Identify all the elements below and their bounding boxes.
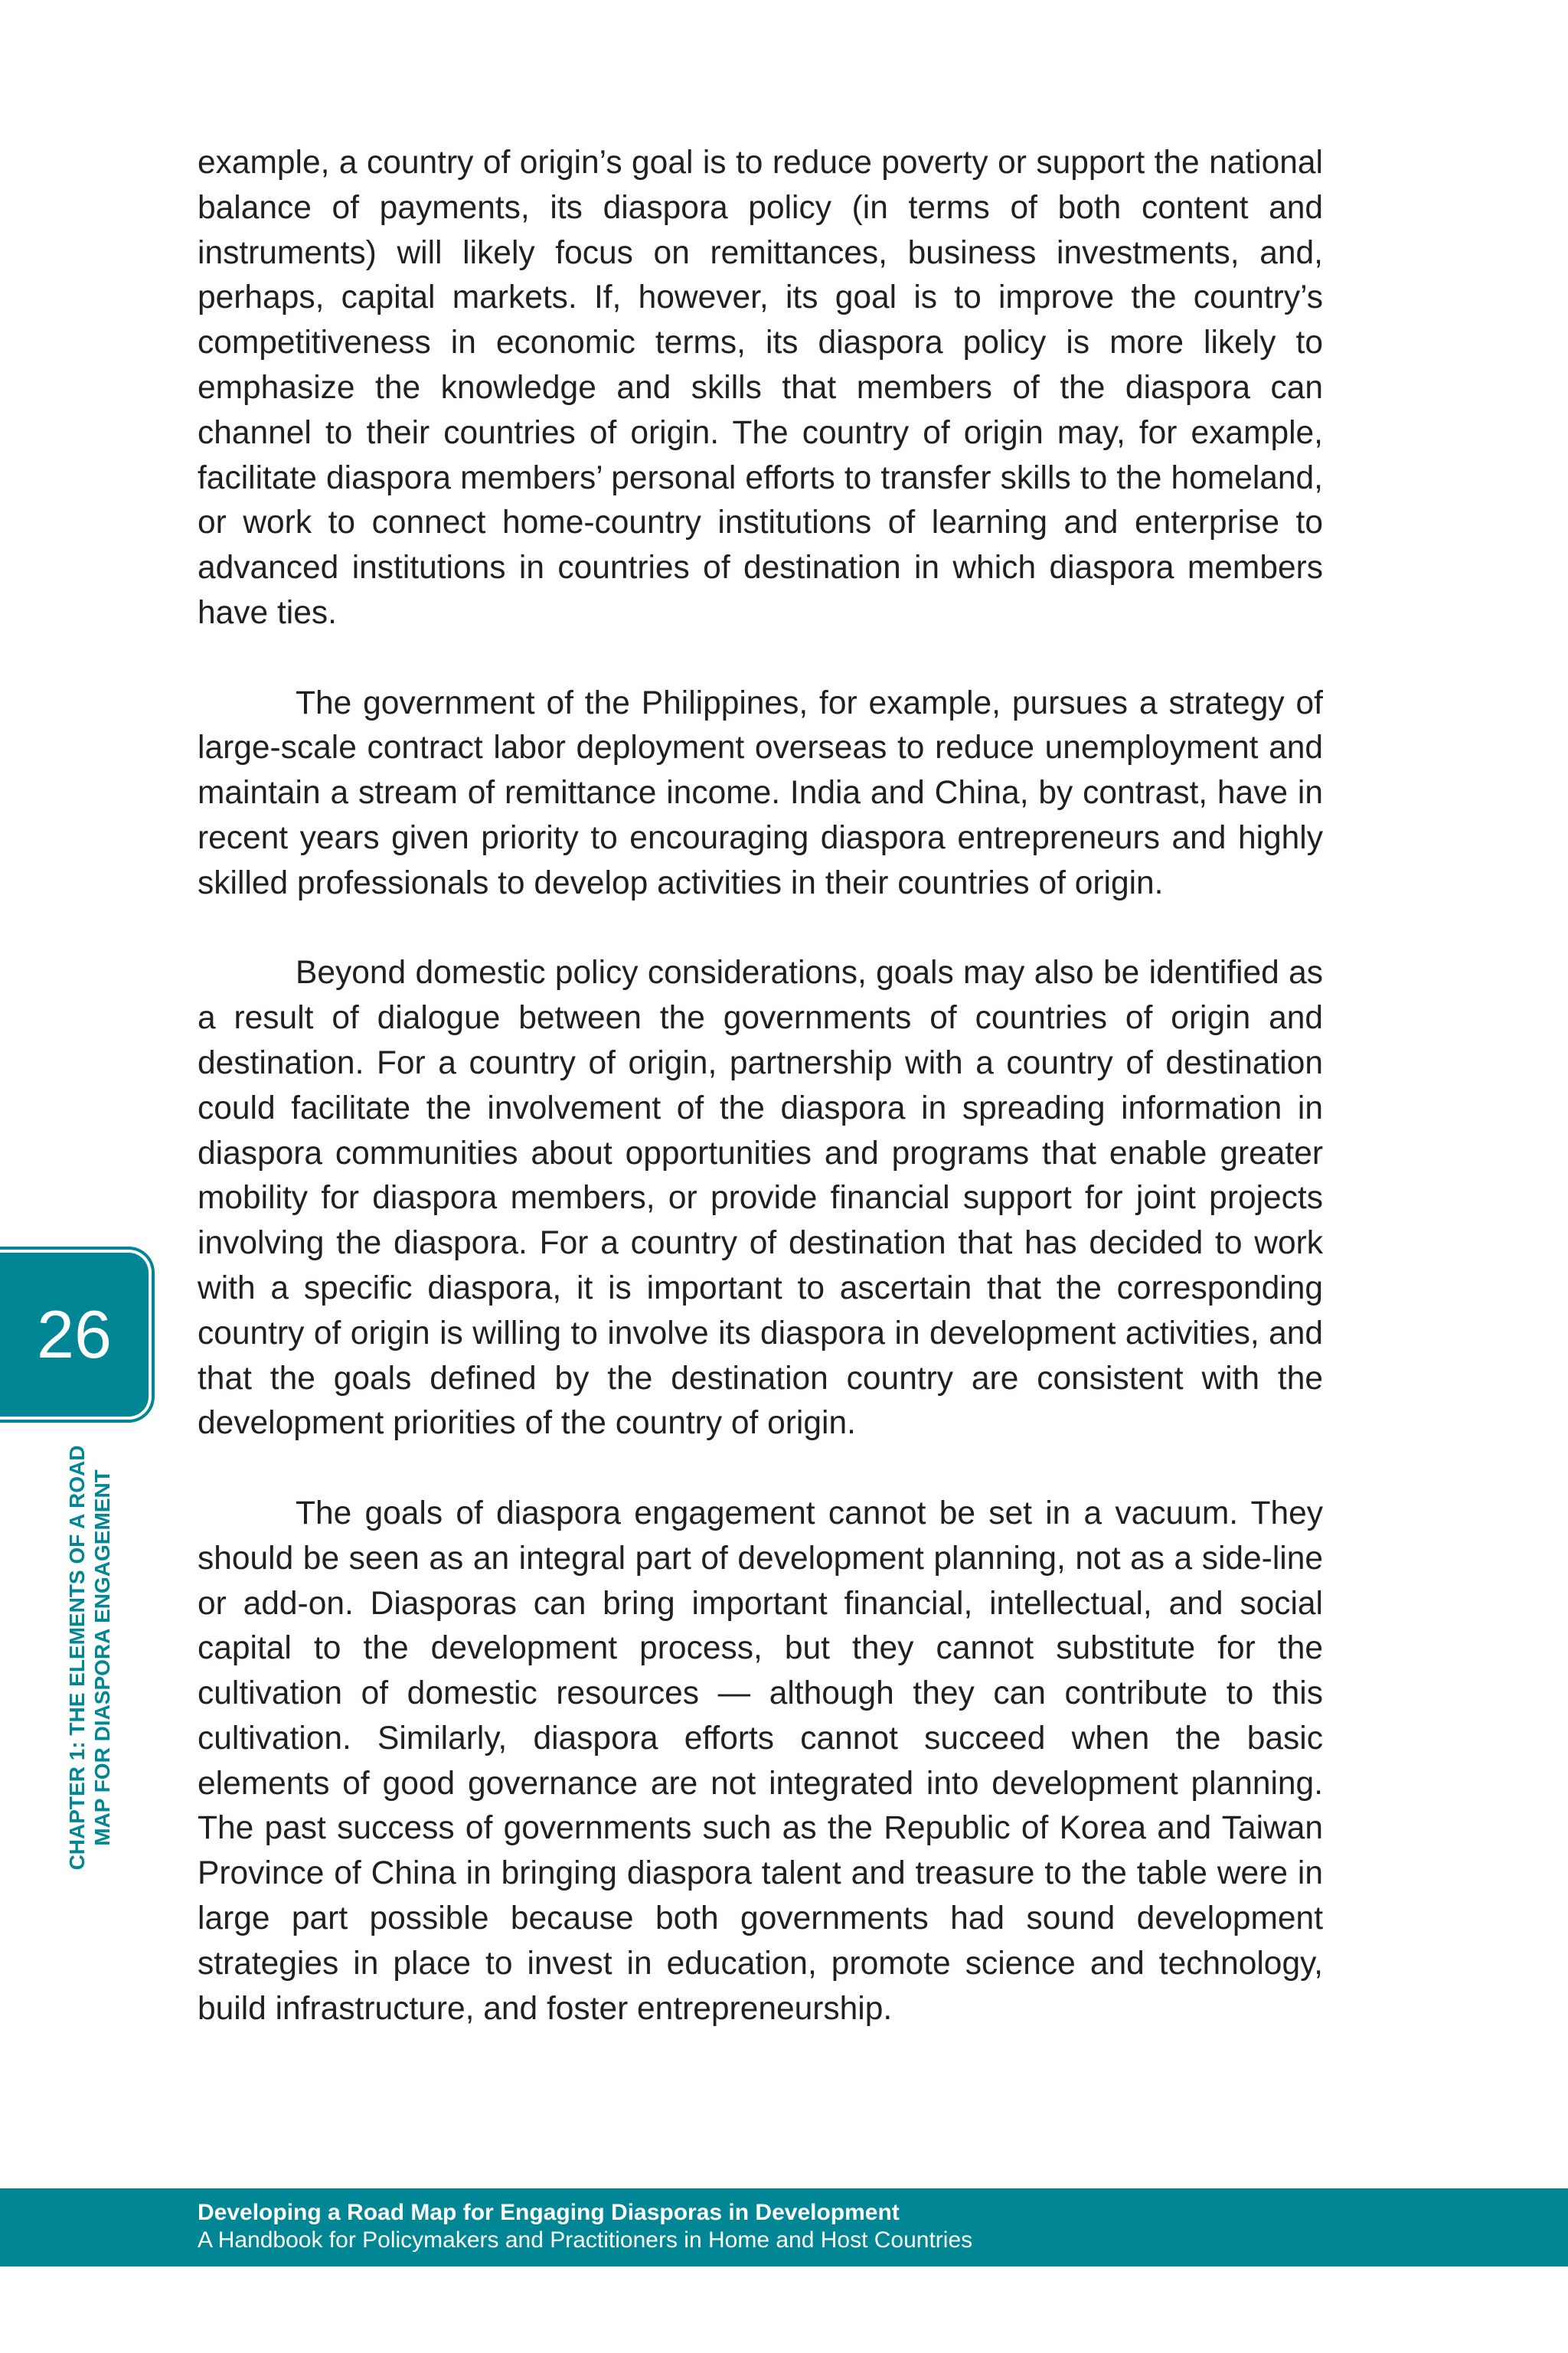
body-text (198, 141, 1323, 2077)
paragraph-2: The government of the Philippines, for example, pursues a strategy of large-scale contract labor deployment overseas to reduce unemployment and maintain a stream of remittance income. India and China, by contrast, have in recent years given priority to encouraging diaspora entrepreneurs and highly skilled professionals to develop activities in their countries of origin. (198, 685, 1323, 901)
footer-bar (0, 2188, 1568, 2266)
chapter-label-line-2: MAP FOR DIASPORA ENGAGEMENT (90, 1469, 114, 1846)
paragraph-1: example, a country of origin’s goal is to reduce poverty or support the national balance of payments, its diaspora policy (in terms of both content and instruments) will likely focus on remittances, business investments, and, perhaps, capital markets. If, however, its goal is to improve the country’s competitiveness in economic terms, its diaspora policy is more likely to emphasize the knowledge and skills that members of the diaspora can channel to their countries of origin. The country of origin may, for example, facilitate diaspora members’ personal efforts to transfer skills to the homeland, or work to connect home-country institutions of learning and enterprise to advanced institutions in countries of destination in which diaspora members have ties. (198, 145, 1323, 631)
footer-subtitle: A Handbook for Policymakers and Practitioners in Home and Host Countries (198, 2227, 973, 2253)
chapter-side-label (64, 1428, 115, 1887)
page-number: 26 (37, 1296, 112, 1372)
chapter-label-line-1: CHAPTER 1: THE ELEMENTS OF A ROAD (65, 1445, 89, 1871)
paragraph-3: Beyond domestic policy considerations, goals may also be identified as a result of dialogue between the governments of countries of origin and destination. For a country of origin, partnership with a country of destination could facilitate the involvement of the diaspora in spreading information in diaspora communities about opportunities and programs that enable greater mobility for diaspora members, or provide financial support for joint projects involving the diaspora. For a country of destination that has decided to work with a specific diaspora, it is important to ascertain that the corresponding country of origin is willing to involve its diaspora in development activities, and that the goals defined by the destination country are consistent with the development priorities of the country of origin. (198, 955, 1323, 1442)
page-number-tab (0, 1253, 149, 1417)
footer-title: Developing a Road Map for Engaging Diasporas in Development (198, 2200, 900, 2225)
paragraph-4: The goals of diaspora engagement cannot be set in a vacuum. They should be seen as an integral part of development planning, not as a side-line or add-on. Diasporas can bring important financial, intellectual, and social capital to the development process, but they cannot substitute for the cultivation of domestic resources — although they can contribute to this cultivation. Similarly, diaspora efforts cannot succeed when the basic elements of good governance are not integrated into development planning. The past success of governments such as the Republic of Korea and Taiwan Province of China in bringing diaspora talent and treasure to the table were in large part possible because both governments had sound development strategies in place to invest in education, promote science and technology, build infrastructure, and foster entrepreneurship. (198, 1495, 1323, 2027)
